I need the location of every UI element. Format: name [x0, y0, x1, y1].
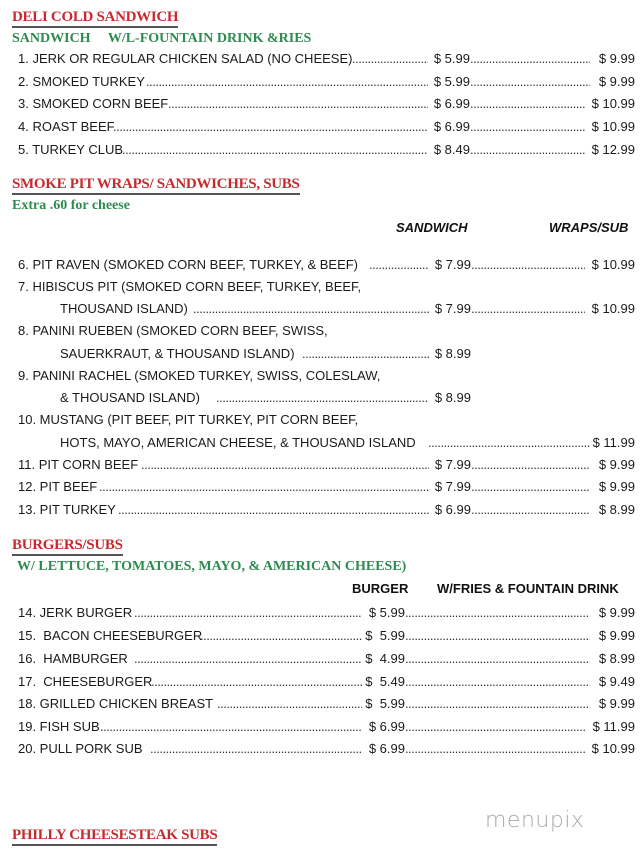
item-name: 6. PIT RAVEN (SMOKED CORN BEEF, TURKEY, & BEEF)	[18, 257, 359, 272]
price-burger: $ 5.99	[365, 696, 405, 711]
price-burger: $ 5.49	[365, 674, 405, 689]
menu-item-continued	[0, 435, 640, 455]
price-burger: $ 4.99	[365, 651, 405, 666]
price-sandwich: $ 5.99	[433, 74, 470, 89]
item-name-continued: SAUERKRAUT, & THOUSAND ISLAND)	[60, 346, 295, 361]
dot-leader	[216, 390, 429, 405]
dot-leader	[405, 741, 585, 756]
dot-leader	[471, 479, 590, 494]
menu-item	[0, 368, 640, 388]
item-name: 9. PANINI RACHEL (SMOKED TURKEY, SWISS, COLESLAW,	[18, 368, 381, 383]
section-subtitle: SANDWICH W/L-FOUNTAIN DRINK &RIES	[12, 31, 312, 46]
menu-item	[0, 142, 640, 162]
item-name: 17. CHEESEBURGER	[18, 674, 153, 689]
dot-leader	[352, 51, 428, 66]
dot-leader	[122, 142, 428, 157]
column-header-combo: W/FRIES & FOUNTAIN DRINK	[437, 581, 619, 596]
menu-item	[0, 502, 640, 522]
menu-item	[0, 628, 640, 648]
price-sandwich: $ 7.99	[434, 457, 471, 472]
dot-leader	[405, 651, 590, 666]
item-name: 2. SMOKED TURKEY	[18, 74, 145, 89]
menu-item-continued	[0, 346, 640, 366]
section-title-philly-cheesesteak	[12, 827, 217, 844]
menu-item	[0, 74, 640, 94]
item-name: 7. HIBISCUS PIT (SMOKED CORN BEEF, TURKEY, BEEF,	[18, 279, 362, 294]
price-sandwich: $ 6.99	[434, 502, 471, 517]
section-title-deli-cold-sandwich	[12, 9, 178, 26]
price-sandwich: $ 6.99	[433, 119, 470, 134]
dot-leader	[405, 674, 590, 689]
price-wrap: $ 9.99	[598, 457, 635, 472]
price-combo: $ 11.99	[592, 719, 635, 734]
item-name: 16. HAMBURGER	[18, 651, 128, 666]
title-underline	[12, 554, 123, 556]
dot-leader	[470, 96, 585, 111]
dot-leader	[134, 605, 362, 620]
dot-leader	[134, 651, 362, 666]
item-name: 10. MUSTANG (PIT BEEF, PIT TURKEY, PIT CORN BEEF,	[18, 412, 359, 427]
dot-leader	[405, 719, 585, 734]
dot-leader	[470, 74, 590, 89]
column-header-sandwich: SANDWICH	[396, 220, 468, 235]
item-name: 14. JERK BURGER	[18, 605, 133, 620]
price-combo: $ 10.99	[591, 741, 635, 756]
price-wrap: $ 9.99	[598, 479, 635, 494]
dot-leader	[471, 502, 590, 517]
price-combo: $ 9.99	[598, 74, 635, 89]
title-underline	[12, 193, 300, 195]
dot-leader	[302, 346, 429, 361]
price-combo: $ 10.99	[591, 96, 635, 111]
price-burger: $ 6.99	[368, 719, 405, 734]
dot-leader	[113, 119, 428, 134]
price-sandwich: $ 8.99	[434, 390, 471, 405]
menu-item	[0, 674, 640, 694]
dot-leader	[405, 628, 590, 643]
price-combo: $ 9.99	[598, 696, 635, 711]
item-name: 12. PIT BEEF	[18, 479, 98, 494]
section-title-text: SMOKE PIT WRAPS/ SANDWICHES, SUBS	[12, 176, 300, 192]
price-combo: $ 9.99	[598, 628, 635, 643]
section-subtitle: Extra .60 for cheese	[12, 198, 130, 213]
dot-leader	[141, 457, 429, 472]
section-title-text: BURGERS/SUBS	[12, 537, 123, 553]
item-name: 15. BACON CHEESEBURGER	[18, 628, 203, 643]
menu-item	[0, 323, 640, 343]
menu-item	[0, 696, 640, 716]
dot-leader	[146, 74, 428, 89]
item-name: 8. PANINI RUEBEN (SMOKED CORN BEEF, SWISS,	[18, 323, 328, 338]
menu-item	[0, 119, 640, 139]
dot-leader	[470, 119, 585, 134]
item-name: 18. GRILLED CHICKEN BREAST	[18, 696, 214, 711]
price-sandwich: $ 7.99	[434, 301, 471, 316]
item-name-continued: THOUSAND ISLAND)	[60, 301, 188, 316]
price-burger: $ 5.99	[368, 605, 405, 620]
menu-item	[0, 279, 640, 299]
price-combo: $ 12.99	[591, 142, 635, 157]
dot-leader	[100, 719, 362, 734]
price-sandwich: $ 8.99	[434, 346, 471, 361]
title-underline	[12, 844, 217, 846]
item-name: 3. SMOKED CORN BEEF	[18, 96, 169, 111]
price-sandwich: $ 7.99	[434, 257, 471, 272]
price-burger: $ 6.99	[368, 741, 405, 756]
dot-leader	[470, 142, 585, 157]
menu-item-continued	[0, 390, 640, 410]
item-name-continued: HOTS, MAYO, AMERICAN CHEESE, & THOUSAND ISLAND	[60, 435, 416, 450]
menu-item	[0, 457, 640, 477]
price-wrap: $ 10.99	[591, 301, 635, 316]
dot-leader	[118, 502, 429, 517]
price-sandwich: $ 8.49	[433, 142, 470, 157]
menu-item	[0, 719, 640, 739]
price-sandwich: $ 7.99	[434, 479, 471, 494]
item-name: 1. JERK OR REGULAR CHICKEN SALAD (NO CHEESE)	[18, 51, 353, 66]
item-name: 11. PIT CORN BEEF	[18, 457, 139, 472]
menu-item	[0, 257, 640, 277]
price-combo: $ 10.99	[591, 119, 635, 134]
dot-leader	[150, 741, 362, 756]
item-name: 4. ROAST BEEF	[18, 119, 115, 134]
item-name-continued: & THOUSAND ISLAND)	[60, 390, 200, 405]
section-title-burgers-subs	[12, 537, 123, 554]
dot-leader	[405, 696, 590, 711]
item-name: 20. PULL PORK SUB	[18, 741, 143, 756]
dot-leader	[151, 674, 362, 689]
price-combo: $ 8.99	[598, 651, 635, 666]
price-wrap: $ 10.99	[591, 257, 635, 272]
price-wrap: $ 11.99	[592, 435, 635, 450]
price-sandwich: $ 6.99	[433, 96, 470, 111]
price-combo: $ 9.49	[598, 674, 635, 689]
dot-leader	[369, 257, 429, 272]
dot-leader	[99, 479, 429, 494]
section-title-text: PHILLY CHEESESTEAK SUBS	[12, 827, 218, 843]
dot-leader	[471, 457, 590, 472]
dot-leader	[471, 301, 585, 316]
menu-item	[0, 479, 640, 499]
menu-item-continued	[0, 301, 640, 321]
menu-item	[0, 741, 640, 761]
menupix-watermark-logo: menupix	[485, 808, 585, 833]
menu-item	[0, 51, 640, 71]
column-header-wraps-sub: WRAPS/SUB	[549, 220, 629, 235]
title-underline	[12, 26, 178, 28]
price-combo: $ 9.99	[598, 51, 635, 66]
section-subtitle: W/ LETTUCE, TOMATOES, MAYO, & AMERICAN CHEESE)	[17, 559, 407, 574]
dot-leader	[200, 628, 362, 643]
dot-leader	[217, 696, 362, 711]
price-combo: $ 9.99	[598, 605, 635, 620]
menu-item	[0, 651, 640, 671]
section-title-smoke-pit	[12, 176, 300, 193]
dot-leader	[428, 435, 590, 450]
menu-item	[0, 96, 640, 116]
dot-leader	[168, 96, 428, 111]
menu-item	[0, 412, 640, 432]
dot-leader	[193, 301, 429, 316]
item-name: 5. TURKEY CLUB	[18, 142, 124, 157]
price-wrap: $ 8.99	[598, 502, 635, 517]
dot-leader	[405, 605, 590, 620]
item-name: 13. PIT TURKEY	[18, 502, 116, 517]
price-burger: $ 5.99	[365, 628, 405, 643]
dot-leader	[470, 51, 590, 66]
item-name: 19. FISH SUB	[18, 719, 100, 734]
section-title-text: DELI COLD SANDWICH	[12, 9, 179, 25]
column-header-burger: BURGER	[352, 581, 409, 596]
menu-item	[0, 605, 640, 625]
price-sandwich: $ 5.99	[433, 51, 470, 66]
dot-leader	[471, 257, 585, 272]
